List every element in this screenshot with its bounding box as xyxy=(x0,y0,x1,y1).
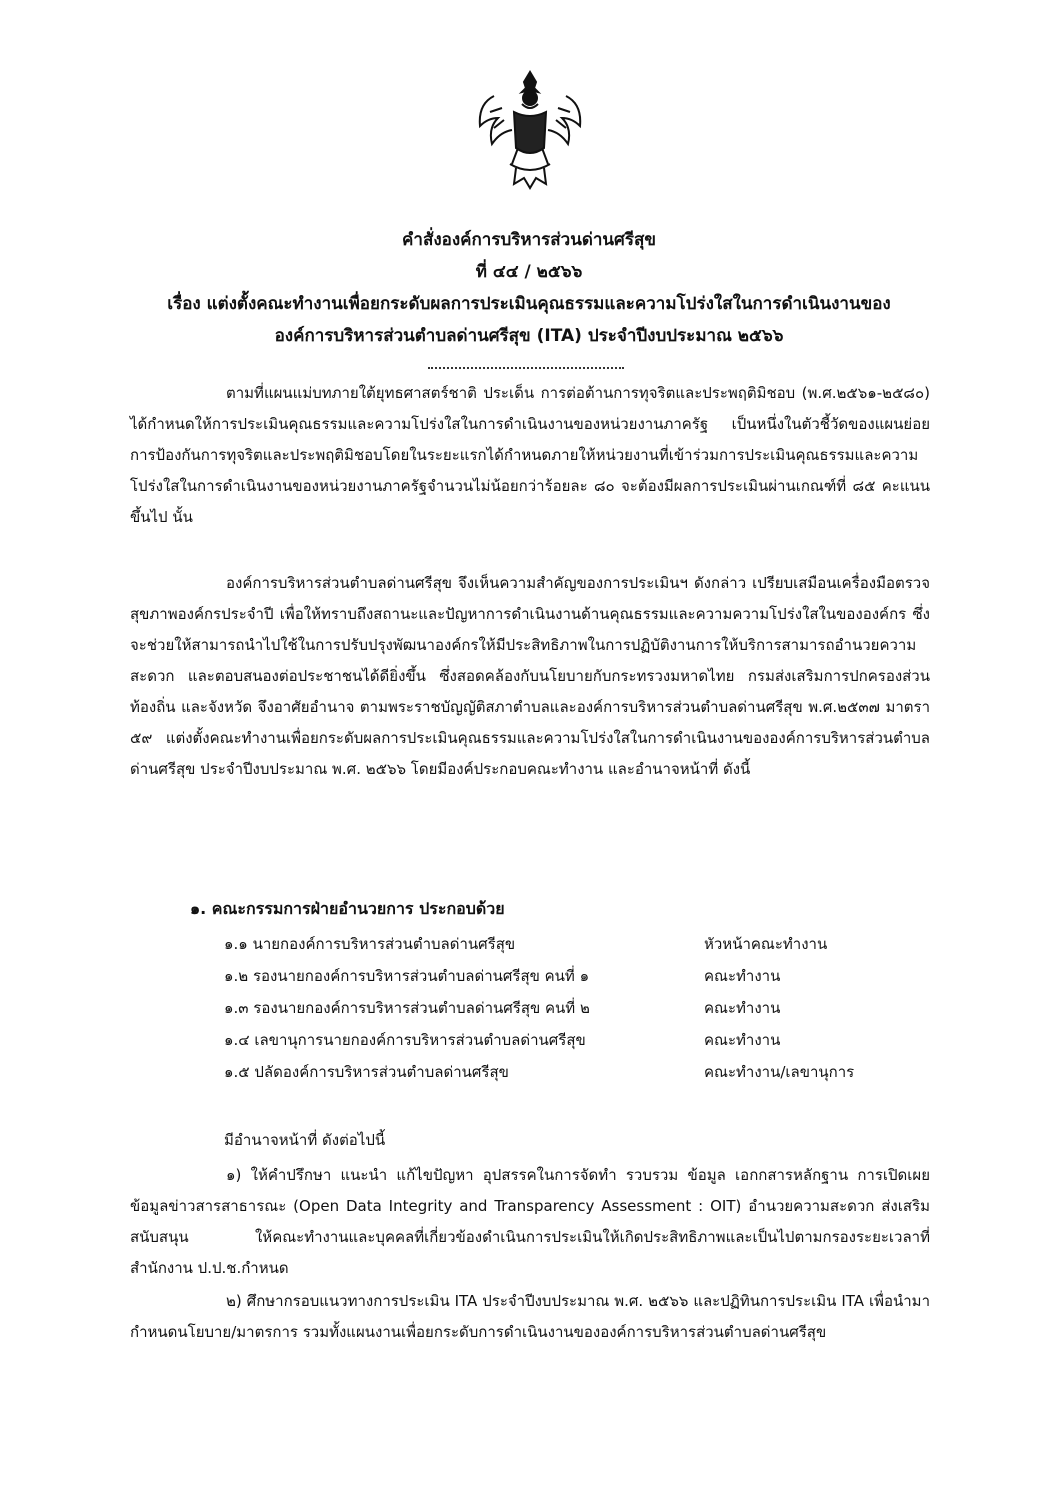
member-role: คณะทำงาน xyxy=(704,1031,781,1049)
member-row xyxy=(224,932,924,962)
member-name: ๑.๒ รองนายกองค์การบริหารส่วนตำบลด่านศรีสุข คนที่ ๑ xyxy=(224,967,590,985)
member-row xyxy=(224,996,924,1026)
divider xyxy=(428,367,624,369)
member-role: หัวหน้าคณะทำงาน xyxy=(704,935,828,953)
member-row xyxy=(224,1028,924,1058)
member-role: คณะทำงาน/เลขานุการ xyxy=(704,1063,855,1081)
paragraph-1 xyxy=(130,378,930,533)
duty-1 xyxy=(130,1160,930,1284)
member-name: ๑.๔ เลขานุการนายกองค์การบริหารส่วนตำบลด่านศรีสุข xyxy=(224,1031,586,1049)
member-row xyxy=(224,1060,924,1090)
order-number: ที่ ๔๔ / ๒๕๖๖ xyxy=(475,262,583,282)
paragraph-2 xyxy=(130,568,930,785)
member-row xyxy=(224,964,924,994)
garuda-emblem-icon xyxy=(474,68,586,190)
subject-line-2: องค์การบริหารส่วนตำบลด่านศรีสุข (ITA) ประจำปีงบประมาณ ๒๕๖๖ xyxy=(274,326,784,346)
member-name: ๑.๓ รองนายกองค์การบริหารส่วนตำบลด่านศรีสุข คนที่ ๒ xyxy=(224,999,590,1017)
section-1-heading: ๑. คณะกรรมการฝ่ายอำนวยการ ประกอบด้วย xyxy=(190,899,505,918)
duty-text: ๑) ให้คำปรึกษา แนะนำ แก้ไขปัญหา อุปสรรคในการจัดทำ รวบรวม ข้อมูล เอกกสารหลักฐาน การเปิดเผยข้อมูลข่าวสารสาธารณะ (Open Data Integrity and Transparency Assessment : OIT) อำนวยความสะดวก ส่งเสริม สนับสนุน ให้คณะทำงานและบุคคลที่เกี่ยวข้องดำเนินการประเมินให้เกิดประสิทธิภาพและเป็นไปตามกรองระยะเวลาที่สำนักงาน ป.ป.ช.กำหนด xyxy=(130,1166,930,1277)
duties-heading: มีอำนาจหน้าที่ ดังต่อไปนี้ xyxy=(224,1131,386,1149)
member-name: ๑.๑ นายกองค์การบริหารส่วนตำบลด่านศรีสุข xyxy=(224,935,516,953)
paragraph-text: ตามที่แผนแม่บทภายใต้ยุทธศาสตร์ชาติ ประเด็น การต่อต้านการทุจริตและประพฤติมิชอบ (พ.ศ.๒๕๖๑-๒๕๘๐) ได้กำหนดให้การประเมินคุณธรรมและความโปร่งใสในการดำเนินงานของหน่วยงานภาครัฐ เป็นหนึ่งในตัวชี้วัดของแผนย่อยการป้องกันการทุจริตและประพฤติมิชอบโดยในระยะแรกได้กำหนดภายให้หน่วยงานที่เข้าร่วมการประเมินคุณธรรมและความโปร่งใสในการดำเนินงานของหน่วยงานภาครัฐจำนวนไม่น้อยกว่าร้อยละ ๘๐ จะต้องมีผลการประเมินผ่านเกณฑ์ที่ ๘๕ คะแนนขึ้นไป นั้น xyxy=(130,384,930,526)
subject-line-1: เรื่อง แต่งตั้งคณะทำงานเพื่อยกระดับผลการประเมินคุณธรรมและความโปร่งใสในการดำเนินงานของ xyxy=(167,294,891,314)
member-role: คณะทำงาน xyxy=(704,999,781,1017)
duty-2 xyxy=(130,1286,930,1348)
member-role: คณะทำงาน xyxy=(704,967,781,985)
member-name: ๑.๕ ปลัดองค์การบริหารส่วนตำบลด่านศรีสุข xyxy=(224,1063,509,1081)
order-title: คำสั่งองค์การบริหารส่วนด่านศรีสุข xyxy=(402,230,656,250)
duty-text: ๒) ศึกษากรอบแนวทางการประเมิน ITA ประจำปีงบประมาณ พ.ศ. ๒๕๖๖ และปฏิทินการประเมิน ITA เพื่อนำมากำหนดนโยบาย/มาตรการ รวมทั้งแผนงานเพื่อยกระดับการดำเนินงานขององค์การบริหารส่วนตำบลด่านศรีสุข xyxy=(130,1292,930,1341)
paragraph-text: องค์การบริหารส่วนตำบลด่านศรีสุข จึงเห็นความสำคัญของการประเมินฯ ดังกล่าว เปรียบเสมือนเครื่องมือตรวจสุขภาพองค์กรประจำปี เพื่อให้ทราบถึงสถานะและปัญหาการดำเนินงานด้านคุณธรรมและความความโปร่งใสในขององค์กร ซึ่งจะช่วยให้สามารถนำไปใช้ในการปรับปรุงพัฒนาองค์กรให้มีประสิทธิภาพในการปฏิบัติงานการให้บริการสามารถอำนวยความสะดวก และตอบสนองต่อประชาชนได้ดียิ่งขึ้น ซึ่งสอดคล้องกับนโยบายกับกระทรวงมหาดไทย กรมส่งเสริมการปกครองส่วนท้องถิ่น และจังหวัด จึงอาศัยอำนาจ ตามพระราชบัญญัติสภาตำบลและองค์การบริหารส่วนตำบลด่านศรีสุข พ.ศ.๒๕๓๗ มาตรา ๕๙ แต่งตั้งคณะทำงานเพื่อยกระดับผลการประเมินคุณธรรมและความโปร่งใสในการดำเนินงานขององค์การบริหารส่วนตำบลด่านศรีสุข ประจำปีงบประมาณ พ.ศ. ๒๕๖๖ โดยมีองค์ประกอบคณะทำงาน และอำนาจหน้าที่ ดังนี้ xyxy=(130,574,930,778)
